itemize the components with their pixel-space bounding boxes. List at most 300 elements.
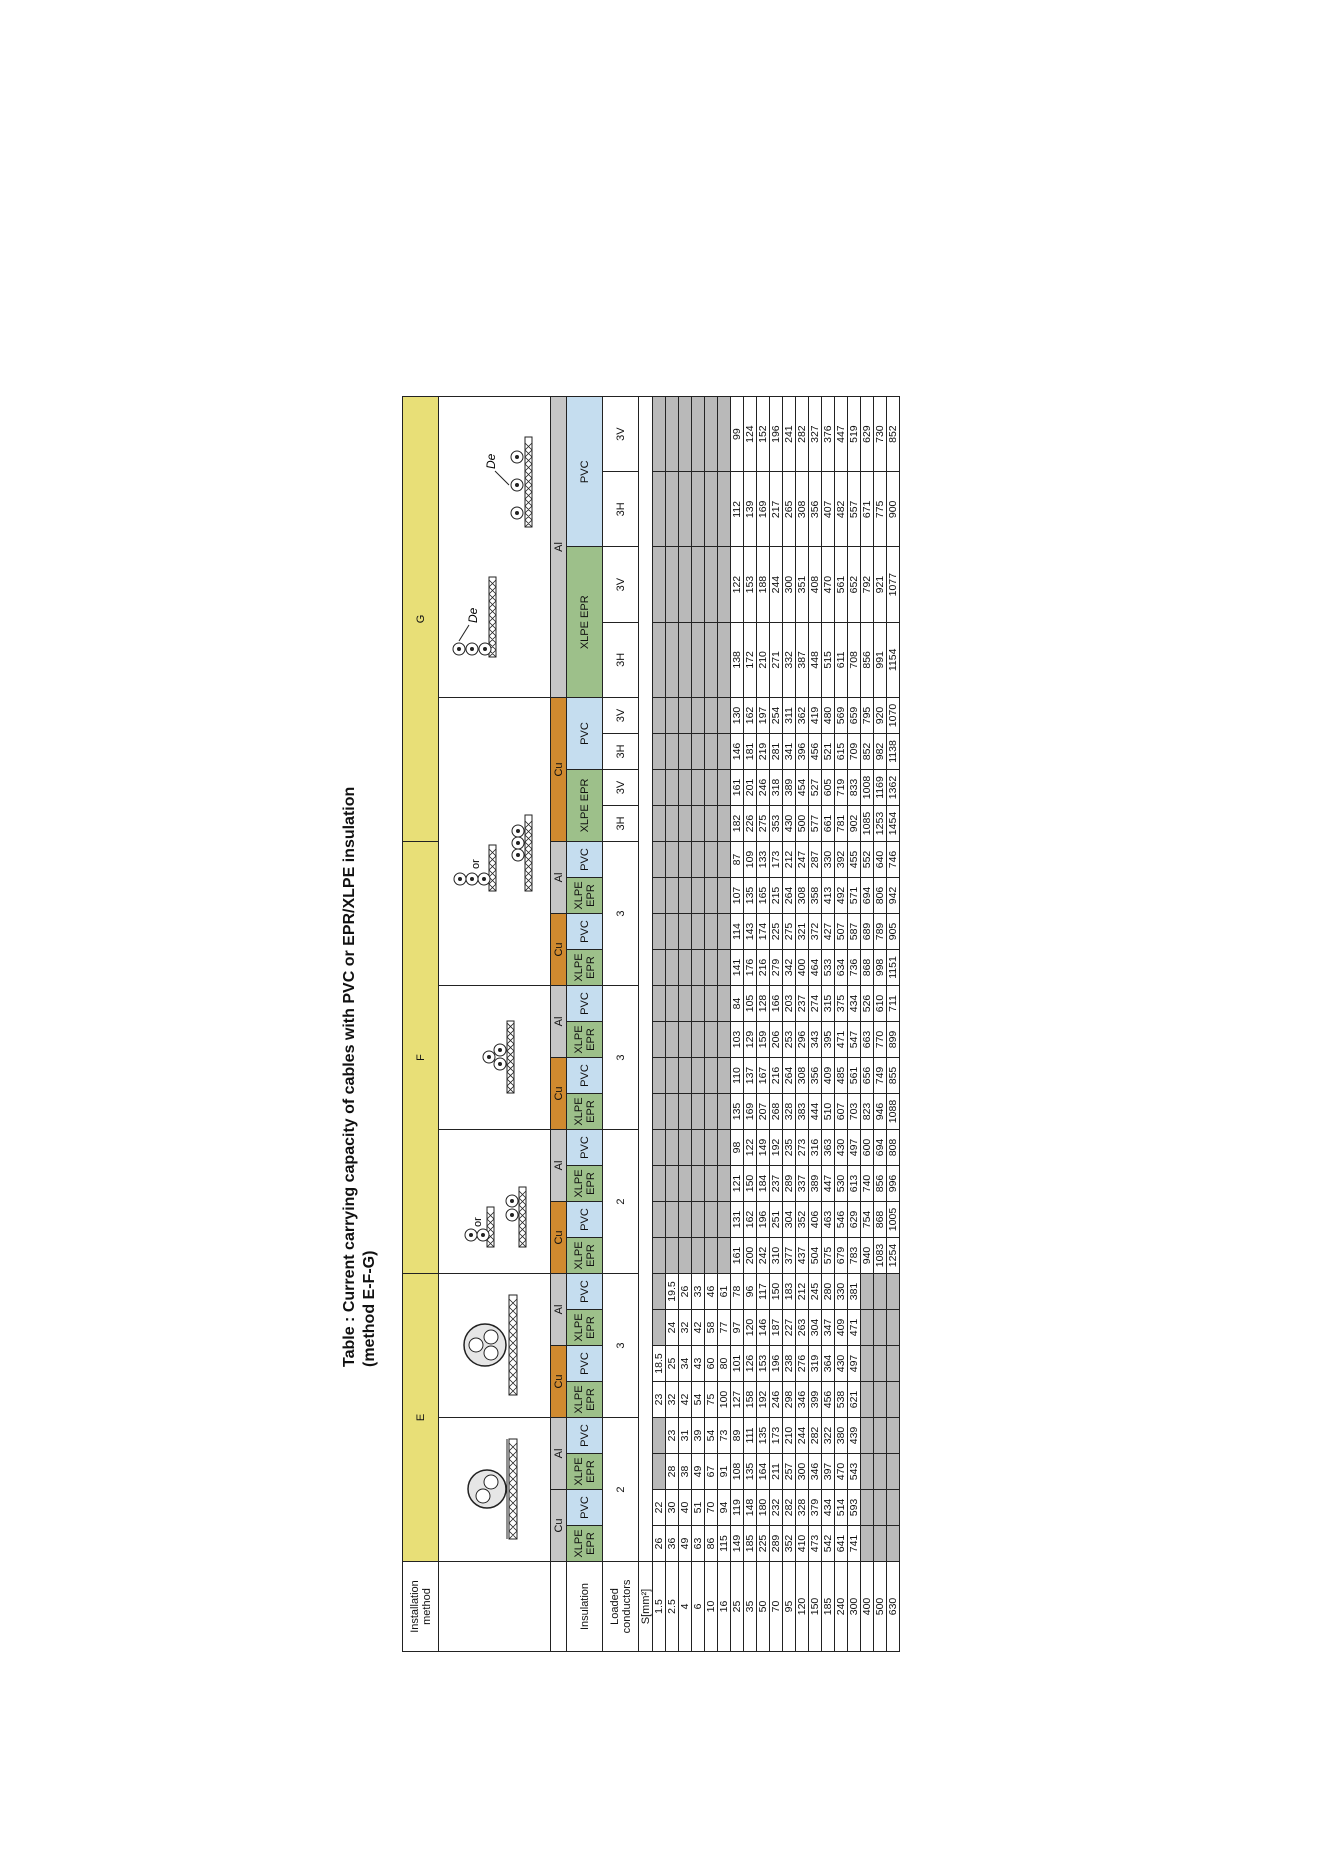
value-cell bbox=[705, 1058, 718, 1094]
value-cell: 328 bbox=[796, 1490, 809, 1526]
value-cell: 868 bbox=[861, 950, 874, 986]
value-cell: 991 bbox=[874, 622, 887, 697]
value-cell: 942 bbox=[887, 878, 900, 914]
value-cell bbox=[666, 770, 679, 806]
value-cell: 33 bbox=[692, 1274, 705, 1310]
ins-e3-al-xlpe: XLPE EPR bbox=[567, 1310, 603, 1346]
value-cell bbox=[718, 770, 731, 806]
value-cell: 135 bbox=[744, 1454, 757, 1490]
value-cell bbox=[718, 878, 731, 914]
value-cell: 42 bbox=[679, 1382, 692, 1418]
value-cell bbox=[861, 1346, 874, 1382]
value-cell: 39 bbox=[692, 1418, 705, 1454]
value-cell bbox=[653, 842, 666, 878]
table-row bbox=[692, 397, 705, 1652]
value-cell: 538 bbox=[835, 1382, 848, 1418]
value-cell bbox=[887, 1526, 900, 1562]
section-cell: 25 bbox=[731, 1562, 744, 1652]
value-cell: 149 bbox=[757, 1130, 770, 1166]
value-cell: 634 bbox=[835, 950, 848, 986]
value-cell: 54 bbox=[705, 1418, 718, 1454]
value-cell: 273 bbox=[796, 1130, 809, 1166]
value-cell: 353 bbox=[770, 806, 783, 842]
value-cell: 419 bbox=[809, 698, 822, 734]
value-cell: 352 bbox=[796, 1202, 809, 1238]
ins-e2-al-pvc: PVC bbox=[567, 1418, 603, 1454]
value-cell: 54 bbox=[692, 1382, 705, 1418]
method-e: E bbox=[403, 1274, 439, 1562]
ins-g-al-xlpe: XLPE EPR bbox=[567, 547, 603, 698]
value-cell: 652 bbox=[848, 547, 861, 622]
value-cell: 103 bbox=[731, 1022, 744, 1058]
value-cell: 135 bbox=[731, 1094, 744, 1130]
two-single-core-cables-icon bbox=[447, 1142, 543, 1262]
value-cell: 153 bbox=[744, 547, 757, 622]
table-row bbox=[744, 397, 757, 1652]
value-cell: 395 bbox=[822, 1022, 835, 1058]
value-cell: 783 bbox=[848, 1238, 861, 1274]
value-cell: 98 bbox=[731, 1130, 744, 1166]
value-cell bbox=[679, 698, 692, 734]
value-cell bbox=[692, 770, 705, 806]
value-cell: 128 bbox=[757, 986, 770, 1022]
table-row bbox=[887, 397, 900, 1652]
value-cell bbox=[692, 547, 705, 622]
value-cell: 1085 bbox=[861, 806, 874, 842]
value-cell: 920 bbox=[874, 698, 887, 734]
value-cell: 439 bbox=[848, 1418, 861, 1454]
loaded-e3: 3 bbox=[603, 1274, 639, 1418]
value-cell: 408 bbox=[809, 547, 822, 622]
value-cell: 216 bbox=[770, 1058, 783, 1094]
value-cell bbox=[653, 1238, 666, 1274]
value-cell: 346 bbox=[796, 1382, 809, 1418]
value-cell: 212 bbox=[783, 842, 796, 878]
value-cell: 507 bbox=[835, 914, 848, 950]
value-cell: 430 bbox=[783, 806, 796, 842]
value-cell: 615 bbox=[835, 734, 848, 770]
value-cell bbox=[692, 1058, 705, 1094]
value-cell: 533 bbox=[822, 950, 835, 986]
value-cell: 207 bbox=[757, 1094, 770, 1130]
value-cell: 430 bbox=[835, 1346, 848, 1382]
value-cell: 387 bbox=[796, 622, 809, 697]
value-cell bbox=[666, 950, 679, 986]
ins-e3-cu-pvc: PVC bbox=[567, 1346, 603, 1382]
value-cell bbox=[718, 622, 731, 697]
value-cell bbox=[718, 397, 731, 472]
e2-cu: Cu bbox=[551, 1490, 567, 1562]
value-cell: 225 bbox=[757, 1526, 770, 1562]
value-cell: 497 bbox=[848, 1130, 861, 1166]
value-cell: 254 bbox=[770, 698, 783, 734]
value-cell: 770 bbox=[874, 1022, 887, 1058]
value-cell: 316 bbox=[809, 1130, 822, 1166]
value-cell: 70 bbox=[705, 1490, 718, 1526]
value-cell: 856 bbox=[874, 1166, 887, 1202]
value-cell: 519 bbox=[848, 397, 861, 472]
ins-g-al-pvc: PVC bbox=[567, 397, 603, 548]
value-cell: 263 bbox=[796, 1310, 809, 1346]
value-cell: 337 bbox=[796, 1166, 809, 1202]
value-cell: 268 bbox=[770, 1094, 783, 1130]
value-cell: 740 bbox=[861, 1166, 874, 1202]
value-cell: 575 bbox=[822, 1238, 835, 1274]
value-cell bbox=[861, 1382, 874, 1418]
value-cell: 271 bbox=[770, 622, 783, 697]
value-cell: 73 bbox=[718, 1418, 731, 1454]
value-cell: 304 bbox=[809, 1310, 822, 1346]
section-cell: 16 bbox=[718, 1562, 731, 1652]
section-cell: 4 bbox=[679, 1562, 692, 1652]
value-cell: 206 bbox=[770, 1022, 783, 1058]
value-cell: 304 bbox=[783, 1202, 796, 1238]
table-row bbox=[783, 397, 796, 1652]
value-cell: 58 bbox=[705, 1310, 718, 1346]
value-cell: 364 bbox=[822, 1346, 835, 1382]
value-cell: 162 bbox=[744, 698, 757, 734]
value-cell: 196 bbox=[757, 1202, 770, 1238]
value-cell: 514 bbox=[835, 1490, 848, 1526]
table-row bbox=[822, 397, 835, 1652]
value-cell bbox=[692, 397, 705, 472]
value-cell: 430 bbox=[835, 1130, 848, 1166]
value-cell: 80 bbox=[718, 1346, 731, 1382]
value-cell: 28 bbox=[666, 1454, 679, 1490]
value-cell: 274 bbox=[809, 986, 822, 1022]
loaded-f3a: 3 bbox=[603, 986, 639, 1130]
value-cell: 100 bbox=[718, 1382, 731, 1418]
value-cell: 308 bbox=[796, 472, 809, 547]
value-cell bbox=[887, 1310, 900, 1346]
value-cell bbox=[653, 1058, 666, 1094]
ins-f3a-al-xlpe: XLPE EPR bbox=[567, 1022, 603, 1058]
g-al-pvc-3v: 3V bbox=[603, 397, 639, 472]
value-cell: 264 bbox=[783, 878, 796, 914]
value-cell: 120 bbox=[744, 1310, 757, 1346]
value-cell: 244 bbox=[796, 1418, 809, 1454]
value-cell: 281 bbox=[770, 734, 783, 770]
value-cell: 709 bbox=[848, 734, 861, 770]
value-cell: 46 bbox=[705, 1274, 718, 1310]
value-cell: 719 bbox=[835, 770, 848, 806]
value-cell bbox=[705, 806, 718, 842]
value-cell: 169 bbox=[757, 472, 770, 547]
value-cell: 902 bbox=[848, 806, 861, 842]
value-cell bbox=[679, 1094, 692, 1130]
value-cell bbox=[705, 397, 718, 472]
value-cell: 356 bbox=[809, 1058, 822, 1094]
section-cell: 95 bbox=[783, 1562, 796, 1652]
ins-f3b-al-xlpe: XLPE EPR bbox=[567, 878, 603, 914]
value-cell: 510 bbox=[822, 1094, 835, 1130]
value-cell: 139 bbox=[744, 472, 757, 547]
value-cell bbox=[692, 842, 705, 878]
value-cell: 215 bbox=[770, 878, 783, 914]
value-cell: 51 bbox=[692, 1490, 705, 1526]
value-cell: 279 bbox=[770, 950, 783, 986]
f3a-al: Al bbox=[551, 986, 567, 1058]
value-cell: 241 bbox=[783, 397, 796, 472]
value-cell bbox=[861, 1310, 874, 1346]
value-cell bbox=[666, 842, 679, 878]
value-cell bbox=[861, 1274, 874, 1310]
value-cell bbox=[887, 1382, 900, 1418]
value-cell bbox=[666, 1022, 679, 1058]
section-cell: 6 bbox=[692, 1562, 705, 1652]
value-cell: 60 bbox=[705, 1346, 718, 1382]
value-cell: 169 bbox=[744, 1094, 757, 1130]
value-cell: 183 bbox=[783, 1274, 796, 1310]
value-cell: 126 bbox=[744, 1346, 757, 1382]
value-cell: 526 bbox=[861, 986, 874, 1022]
value-cell bbox=[692, 734, 705, 770]
value-cell: 152 bbox=[757, 397, 770, 472]
value-cell bbox=[705, 914, 718, 950]
e3-al: Al bbox=[551, 1274, 567, 1346]
value-cell: 376 bbox=[822, 397, 835, 472]
value-cell: 23 bbox=[653, 1382, 666, 1418]
value-cell bbox=[705, 622, 718, 697]
value-cell: 400 bbox=[796, 950, 809, 986]
value-cell: 164 bbox=[757, 1454, 770, 1490]
value-cell: 89 bbox=[731, 1418, 744, 1454]
table-title: Table : Current carrying capacity of cables with PVC or EPR/XLPE insulation (method E-F-G) bbox=[341, 786, 378, 1367]
table-row bbox=[796, 397, 809, 1652]
value-cell bbox=[705, 1238, 718, 1274]
value-cell: 552 bbox=[861, 842, 874, 878]
value-cell: 1254 bbox=[887, 1238, 900, 1274]
value-cell bbox=[718, 547, 731, 622]
value-cell bbox=[679, 986, 692, 1022]
value-cell bbox=[679, 472, 692, 547]
value-cell: 105 bbox=[744, 986, 757, 1022]
value-cell bbox=[718, 986, 731, 1022]
value-cell: 109 bbox=[744, 842, 757, 878]
value-cell: 146 bbox=[731, 734, 744, 770]
value-cell: 470 bbox=[835, 1454, 848, 1490]
value-cell: 789 bbox=[874, 914, 887, 950]
value-cell: 749 bbox=[874, 1058, 887, 1094]
value-cell bbox=[666, 698, 679, 734]
value-cell: 135 bbox=[744, 878, 757, 914]
e3-cu: Cu bbox=[551, 1346, 567, 1418]
value-cell: 173 bbox=[770, 842, 783, 878]
value-cell: 679 bbox=[835, 1238, 848, 1274]
value-cell: 165 bbox=[757, 878, 770, 914]
section-cell: 35 bbox=[744, 1562, 757, 1652]
value-cell: 1138 bbox=[887, 734, 900, 770]
value-cell: 546 bbox=[835, 1202, 848, 1238]
value-cell bbox=[653, 1202, 666, 1238]
value-cell: 143 bbox=[744, 914, 757, 950]
table-row bbox=[835, 397, 848, 1652]
value-cell: 138 bbox=[731, 622, 744, 697]
value-cell: 150 bbox=[744, 1166, 757, 1202]
value-cell bbox=[666, 547, 679, 622]
value-cell: 158 bbox=[744, 1382, 757, 1418]
table-row bbox=[718, 397, 731, 1652]
value-cell: 855 bbox=[887, 1058, 900, 1094]
value-cell bbox=[653, 734, 666, 770]
table-row bbox=[679, 397, 692, 1652]
value-cell bbox=[692, 1238, 705, 1274]
value-cell bbox=[679, 842, 692, 878]
value-cell: 159 bbox=[757, 1022, 770, 1058]
value-cell: 150 bbox=[770, 1274, 783, 1310]
value-cell: 427 bbox=[822, 914, 835, 950]
value-cell: 1077 bbox=[887, 547, 900, 622]
value-cell: 561 bbox=[835, 547, 848, 622]
value-cell bbox=[692, 1202, 705, 1238]
diagram-g-spaced bbox=[439, 397, 551, 698]
ins-e3-cu-xlpe: XLPE EPR bbox=[567, 1382, 603, 1418]
diagram-e-threecore bbox=[439, 1274, 551, 1418]
value-cell bbox=[887, 1346, 900, 1382]
section-cell: 300 bbox=[848, 1562, 861, 1652]
section-spacer bbox=[639, 397, 653, 1562]
section-label: S[mm²] bbox=[639, 1562, 653, 1652]
section-cell: 50 bbox=[757, 1562, 770, 1652]
value-cell bbox=[887, 1274, 900, 1310]
value-cell bbox=[861, 1526, 874, 1562]
value-cell: 63 bbox=[692, 1526, 705, 1562]
table-row bbox=[757, 397, 770, 1652]
value-cell: 621 bbox=[848, 1382, 861, 1418]
value-cell bbox=[679, 914, 692, 950]
section-cell: 630 bbox=[887, 1562, 900, 1652]
value-cell bbox=[861, 1418, 874, 1454]
value-cell: 130 bbox=[731, 698, 744, 734]
value-cell: 119 bbox=[731, 1490, 744, 1526]
table-row bbox=[653, 397, 666, 1652]
f2-cu: Cu bbox=[551, 1202, 567, 1274]
value-cell: 407 bbox=[822, 472, 835, 547]
value-cell: 613 bbox=[848, 1166, 861, 1202]
value-cell bbox=[679, 397, 692, 472]
value-cell: 542 bbox=[822, 1526, 835, 1562]
value-cell: 257 bbox=[783, 1454, 796, 1490]
value-cell: 868 bbox=[874, 1202, 887, 1238]
value-cell: 343 bbox=[809, 1022, 822, 1058]
value-cell: 19.5 bbox=[666, 1274, 679, 1310]
value-cell: 276 bbox=[796, 1346, 809, 1382]
value-cell bbox=[874, 1454, 887, 1490]
g-cu: Cu bbox=[551, 698, 567, 842]
de-label-2: De bbox=[483, 453, 498, 469]
value-cell: 456 bbox=[822, 1382, 835, 1418]
value-cell: 315 bbox=[822, 986, 835, 1022]
value-cell: 38 bbox=[679, 1454, 692, 1490]
value-cell bbox=[653, 1274, 666, 1310]
de-label-1: De bbox=[465, 607, 480, 623]
value-cell: 661 bbox=[822, 806, 835, 842]
value-cell: 730 bbox=[874, 397, 887, 472]
spaced-cables-icon bbox=[445, 397, 545, 697]
value-cell: 557 bbox=[848, 472, 861, 547]
value-cell: 515 bbox=[822, 622, 835, 697]
value-cell bbox=[679, 1166, 692, 1202]
capacity-table bbox=[402, 396, 900, 1652]
ins-e3-al-pvc: PVC bbox=[567, 1274, 603, 1310]
ins-f3a-al-pvc: PVC bbox=[567, 986, 603, 1022]
value-cell: 43 bbox=[692, 1346, 705, 1382]
value-cell: 741 bbox=[848, 1526, 861, 1562]
three-cables-touching-icon bbox=[445, 752, 545, 932]
value-cell: 146 bbox=[757, 1310, 770, 1346]
section-cell: 400 bbox=[861, 1562, 874, 1652]
value-cell bbox=[718, 914, 731, 950]
value-cell: 694 bbox=[861, 878, 874, 914]
value-cell: 133 bbox=[757, 842, 770, 878]
value-cell: 94 bbox=[718, 1490, 731, 1526]
value-cell: 456 bbox=[809, 734, 822, 770]
value-cell: 192 bbox=[770, 1130, 783, 1166]
value-cell: 200 bbox=[744, 1238, 757, 1274]
value-cell: 444 bbox=[809, 1094, 822, 1130]
value-cell bbox=[692, 1022, 705, 1058]
value-cell: 131 bbox=[731, 1202, 744, 1238]
value-cell: 905 bbox=[887, 914, 900, 950]
value-cell bbox=[718, 472, 731, 547]
value-cell: 434 bbox=[848, 986, 861, 1022]
value-cell: 298 bbox=[783, 1382, 796, 1418]
value-cell bbox=[653, 1454, 666, 1490]
value-cell: 114 bbox=[731, 914, 744, 950]
value-cell bbox=[666, 1202, 679, 1238]
value-cell bbox=[692, 472, 705, 547]
value-cell: 282 bbox=[809, 1418, 822, 1454]
value-cell bbox=[666, 622, 679, 697]
value-cell bbox=[718, 1166, 731, 1202]
f3b-cu: Cu bbox=[551, 914, 567, 986]
value-cell: 49 bbox=[679, 1526, 692, 1562]
value-cell bbox=[692, 698, 705, 734]
ins-g-cu-pvc: PVC bbox=[567, 698, 603, 770]
value-cell bbox=[718, 1130, 731, 1166]
value-cell: 86 bbox=[705, 1526, 718, 1562]
method-f: F bbox=[403, 842, 439, 1274]
value-cell bbox=[692, 950, 705, 986]
value-cell: 24 bbox=[666, 1310, 679, 1346]
value-cell: 792 bbox=[861, 547, 874, 622]
value-cell: 232 bbox=[770, 1490, 783, 1526]
value-cell: 746 bbox=[887, 842, 900, 878]
multicore-cable-on-tray-icon bbox=[447, 1430, 543, 1550]
value-cell: 282 bbox=[796, 397, 809, 472]
value-cell: 26 bbox=[653, 1526, 666, 1562]
value-cell: 32 bbox=[679, 1310, 692, 1346]
value-cell: 454 bbox=[796, 770, 809, 806]
value-cell: 482 bbox=[835, 472, 848, 547]
value-cell: 225 bbox=[770, 914, 783, 950]
value-cell: 1070 bbox=[887, 698, 900, 734]
value-cell bbox=[653, 770, 666, 806]
value-cell bbox=[705, 1094, 718, 1130]
value-cell: 108 bbox=[731, 1454, 744, 1490]
value-cell: 640 bbox=[874, 842, 887, 878]
value-cell: 244 bbox=[770, 547, 783, 622]
table-row bbox=[809, 397, 822, 1652]
g-al: Al bbox=[551, 397, 567, 698]
value-cell: 87 bbox=[731, 842, 744, 878]
value-cell: 264 bbox=[783, 1058, 796, 1094]
ins-f3b-al-pvc: PVC bbox=[567, 842, 603, 878]
value-cell bbox=[679, 806, 692, 842]
value-cell: 212 bbox=[796, 1274, 809, 1310]
value-cell: 485 bbox=[835, 1058, 848, 1094]
value-cell bbox=[692, 622, 705, 697]
